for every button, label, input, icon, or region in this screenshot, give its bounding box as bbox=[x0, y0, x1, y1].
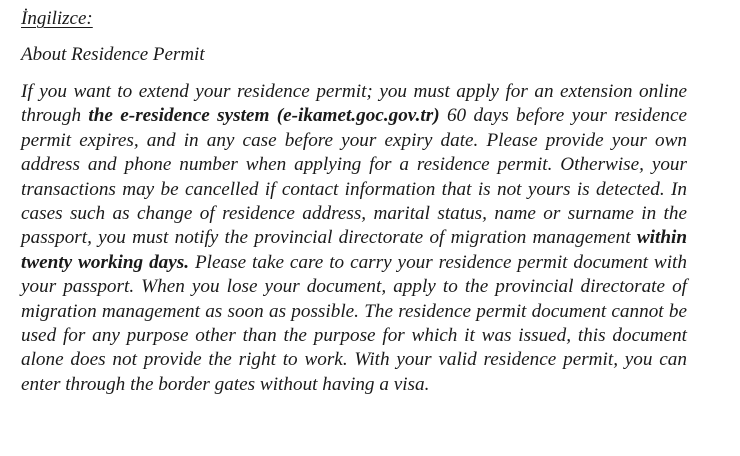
language-heading: İngilizce: bbox=[21, 8, 93, 29]
section-title: About Residence Permit bbox=[21, 44, 205, 65]
document-body bbox=[21, 8, 687, 397]
twenty-working-days-emphasis: within twenty working days. bbox=[21, 227, 687, 273]
paragraph-text-part-2: 60 days before your residence permit expires, and in any case before your expiry date. Please provide your own address and phone number when applying for a residence permit. Otherwise, your transactions may be cancelled if contact information that is not yours is detected. In cases such as change of residence address, marital status, name or surname in the passport, you must notify the provincial directorate of migration management bbox=[21, 105, 688, 249]
e-residence-system-emphasis: the e-residence system (e-ikamet.goc.gov.tr) bbox=[88, 105, 440, 127]
paragraph-text-part-1: If you want to extend your residence permit; you must apply for an extension online through bbox=[21, 81, 687, 127]
residence-permit-paragraph bbox=[21, 80, 687, 397]
paragraph-text-part-3: Please take care to carry your residence permit document with your passport. When you lose your document, apply to the provincial directorate of migration management as soon as possible. The residence permit document cannot be used for any purpose other than the purpose for which it was issued, this document alone does not provide the right to work. With your valid residence permit, you can enter through the border gates without having a visa. bbox=[21, 251, 687, 395]
